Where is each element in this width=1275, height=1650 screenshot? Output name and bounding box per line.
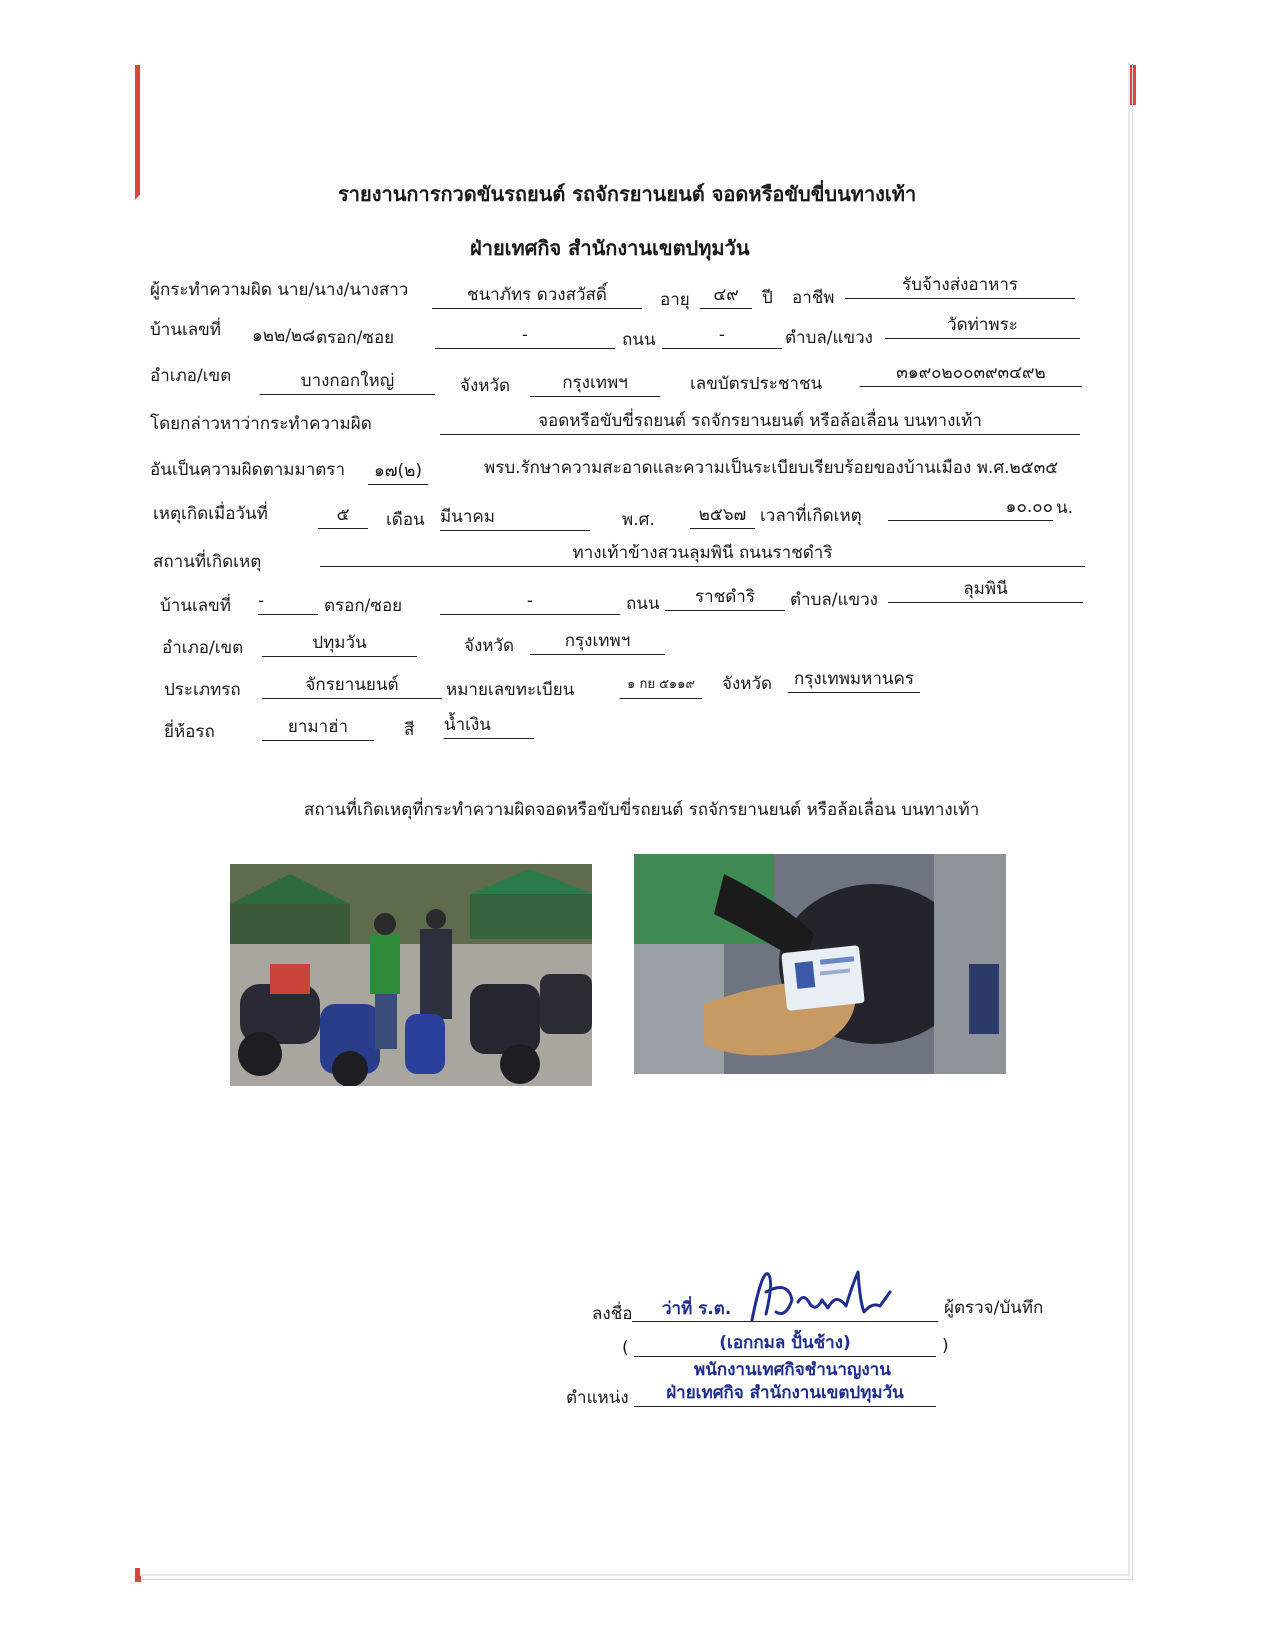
accused-offense: จอดหรือขับขี่รถยนต์ รถจักรยานยนต์ หรือล้อเลื่อน บนทางเท้า [440,410,1080,435]
offender-id-number: ๓๑๙๐๒๐๐๓๙๓๔๙๒ [860,362,1082,387]
incident-day: ๕ [318,504,368,529]
law-act: พรบ.รักษาความสะอาดและความเป็นระเบียบเรียบร้อยของบ้านเมือง พ.ศ.๒๕๓๕ [484,458,1059,478]
road-label: ถนน [622,330,656,350]
law-section: ๑๗(๒) [368,460,428,485]
vehicle-color: น้ำเงิน [444,714,534,739]
vehicle-type-label: ประเภทรถ [164,680,241,700]
offender-district: บางกอกใหญ่ [260,370,435,395]
incident-place: ทางเท้าข้างสวนลุมพินี ถนนราชดำริ [320,542,1085,567]
offender-name: ชนาภัทร ดวงสวัสดิ์ [432,284,642,309]
incident-house-label: บ้านเลขที่ [160,596,232,616]
incident-road: ราชดำริ [665,586,785,611]
incident-road-label: ถนน [626,594,660,614]
signer-prefix: ว่าที่ ร.ต. [632,1298,938,1322]
vehicle-brand: ยามาฮ่า [262,716,374,741]
house-no-label: บ้านเลขที่ [150,320,222,340]
incident-month: มีนาคม [440,506,590,531]
time-label: เวลาที่เกิดเหตุ [760,506,862,526]
document-subtitle: ฝ่ายเทศกิจ สำนักงานเขตปทุมวัน [470,236,750,260]
subdistrict-label: ตำบล/แขวง [785,328,873,348]
offender-name-label: ผู้กระทำความผิด นาย/นาง/นางสาว [150,280,409,300]
district-label: อำเภอ/เขต [150,366,232,386]
offender-age: ๔๙ [700,284,752,309]
signer-name: (เอกกมล ปั้นช้าง) [634,1332,936,1357]
signer-title: พนักงานเทศกิจชำนาญงาน [694,1360,891,1380]
province-label: จังหวัด [460,376,511,396]
offender-road: - [662,324,782,349]
offender-province: กรุงเทพฯ [530,372,660,397]
incident-house-no: - [258,590,318,615]
vehicle-province-label: จังหวัด [722,674,773,694]
offender-occupation: รับจ้างส่งอาหาร [845,274,1075,299]
brand-label: ยี่ห้อรถ [164,722,215,742]
soi-label: ตรอก/ซอย [316,328,395,348]
occupation-label: อาชีพ [792,288,835,308]
open-paren: ( [622,1338,629,1358]
id-label: เลขบัตรประชาชน [690,374,823,394]
incident-photo-id-card [634,854,1006,1074]
plate-label: หมายเลขทะเบียน [446,680,575,700]
incident-province: กรุงเทพฯ [530,630,665,655]
offender-soi: - [435,324,615,349]
color-label: สี [404,720,415,740]
offender-house-no: ๑๒๒/๒๘ [252,326,316,346]
incident-province-label: จังหวัด [464,636,515,656]
section-label: อันเป็นความผิดตามมาตรา [150,460,345,480]
incident-subdistrict-label: ตำบล/แขวง [790,590,878,610]
vehicle-type: จักรยานยนต์ [262,674,442,699]
month-label: เดือน [386,510,425,530]
incident-date-label: เหตุเกิดเมื่อวันที่ [153,504,268,524]
be-label: พ.ศ. [622,510,655,530]
year-label: ปี [762,288,773,308]
incident-district-label: อำเภอ/เขต [162,638,244,658]
offender-subdistrict: วัดท่าพระ [885,314,1080,339]
incident-soi-label: ตรอก/ซอย [324,596,403,616]
close-paren: ) [942,1336,949,1356]
position-label: ตำแหน่ง [566,1388,629,1408]
recorder-role: ผู้ตรวจ/บันทึก [944,1298,1044,1318]
vehicle-plate: ๑ กย ๕๑๑๙ [620,674,702,699]
time-unit: น. [1056,498,1074,518]
incident-soi: - [440,590,620,615]
sign-label: ลงชื่อ [592,1304,633,1324]
signer-position: ฝ่ายเทศกิจ สำนักงานเขตปทุมวัน [634,1382,936,1407]
photos-caption: สถานที่เกิดเหตุที่กระทำความผิดจอดหรือขับขี่รถยนต์ รถจักรยานยนต์ หรือล้อเลื่อน บนทางเท้า [304,800,980,820]
vehicle-province: กรุงเทพมหานคร [788,668,920,693]
incident-district: ปทุมวัน [262,632,417,657]
incident-year: ๒๕๖๗ [690,504,755,529]
place-label: สถานที่เกิดเหตุ [153,552,262,572]
age-label: อายุ [660,290,690,310]
accused-label: โดยกล่าวหาว่ากระทำความผิด [150,414,372,434]
handwritten-signature [740,1262,900,1332]
incident-time: ๑๐.๐๐ [888,496,1053,521]
document-title: รายงานการกวดขันรถยนต์ รถจักรยานยนต์ จอดหรือขับขี่บนทางเท้า [338,182,917,206]
incident-photo-scene [230,864,592,1086]
incident-subdistrict: ลุมพินี [888,578,1083,603]
